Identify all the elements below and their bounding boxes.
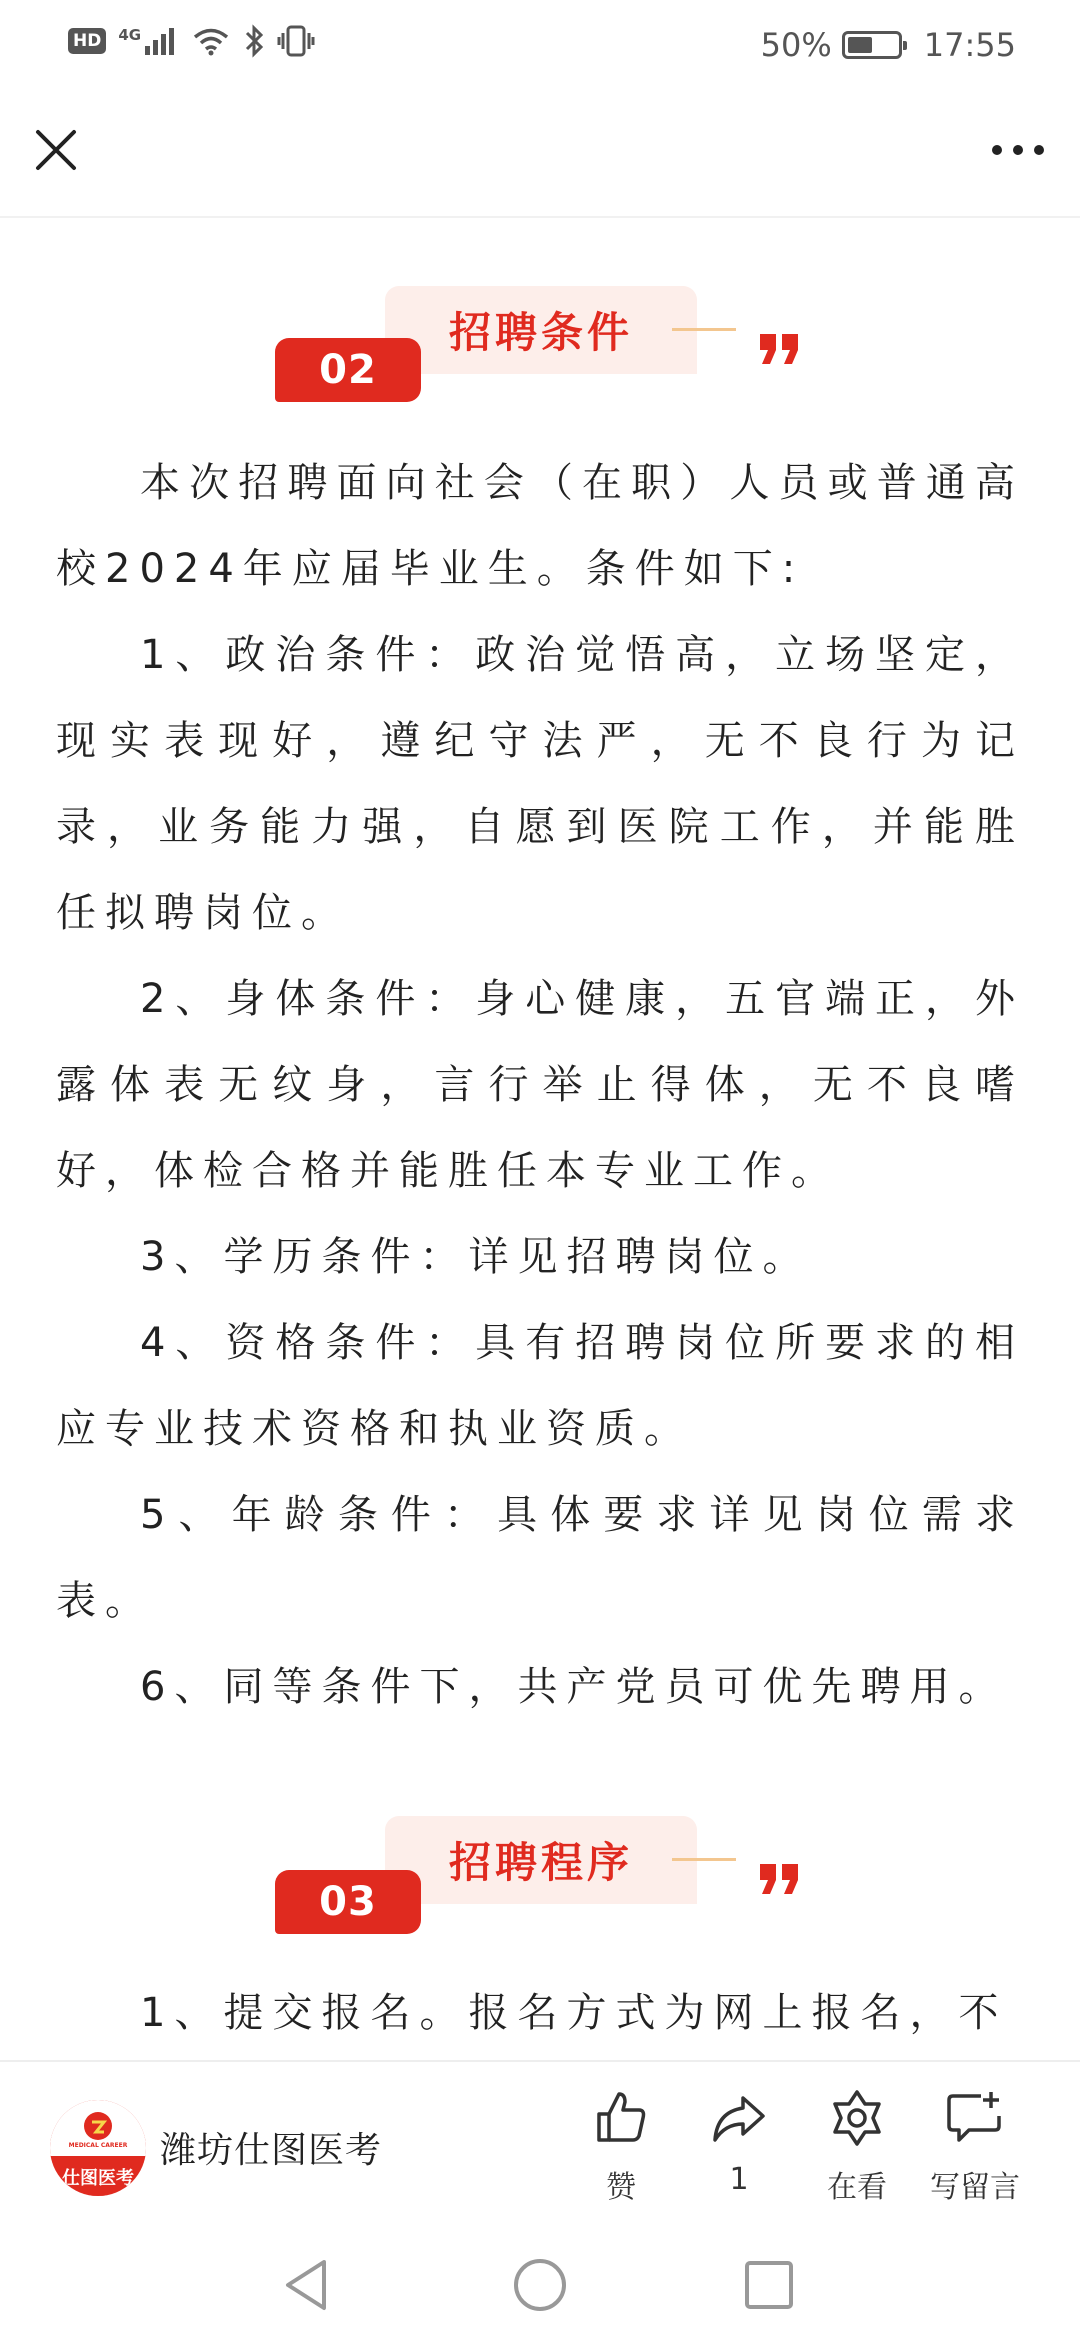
network-label: 4G <box>118 26 142 44</box>
logo-subtext: MEDICAL CAREER <box>68 2142 128 2149</box>
nav-recents-button[interactable] <box>736 2252 802 2318</box>
like-label: 赞 <box>606 2170 636 2205</box>
paragraph: 3、学历条件：详见招聘岗位。 <box>140 1234 812 1280</box>
status-right <box>761 26 1016 64</box>
system-nav-bar <box>0 2230 1080 2340</box>
comment-label: 写留言 <box>930 2170 1020 2205</box>
more-dot-icon <box>1034 145 1044 155</box>
battery-percent: 50% <box>760 26 832 64</box>
account-logo[interactable] <box>50 2100 146 2196</box>
watching-label: 在看 <box>827 2170 887 2205</box>
section-title-box <box>385 286 697 374</box>
section-number: 02 <box>275 338 421 402</box>
vibrate-icon <box>277 24 315 58</box>
close-button[interactable] <box>28 122 84 178</box>
status-bar <box>0 0 1080 92</box>
paragraph: 4、资格条件：具有招聘岗位所要求的相应专业技术资格和执业资质。 <box>56 1320 1024 1452</box>
section-deco-line <box>672 1858 736 1861</box>
status-left <box>68 24 315 58</box>
bluetooth-icon <box>243 24 265 58</box>
share-count: 1 <box>729 2162 749 2197</box>
bottom-action-bar <box>0 2060 1080 2230</box>
section-header-03 <box>0 1770 1080 1970</box>
back-triangle-icon <box>274 2252 340 2318</box>
comment-button[interactable] <box>920 2088 1030 2206</box>
section-title: 招聘程序 <box>448 1838 633 1887</box>
share-button[interactable] <box>684 2088 794 2197</box>
share-arrow-icon <box>709 2088 769 2148</box>
section-title: 招聘条件 <box>448 308 633 357</box>
top-bar <box>0 92 1080 218</box>
section-02-content <box>0 440 1080 1730</box>
section-03-content <box>0 1970 1080 2056</box>
paragraph: 1、提交报名。报名方式为网上报名，不 <box>140 1990 1008 2036</box>
more-options-button[interactable] <box>986 126 1050 174</box>
thumbs-up-icon <box>591 2088 651 2148</box>
comment-plus-icon <box>945 2088 1005 2148</box>
clock: 17:55 <box>923 26 1016 64</box>
nav-home-button[interactable] <box>507 2252 573 2318</box>
section-header-02 <box>0 218 1080 418</box>
battery-fill <box>848 37 872 53</box>
more-dot-icon <box>992 145 1002 155</box>
hd-badge: HD <box>68 28 106 54</box>
section-number: 03 <box>275 1870 421 1934</box>
paragraph: 1、政治条件：政治觉悟高，立场坚定，现实表现好，遵纪守法严，无不良行为记录，业务能力强，自愿到医院工作，并能胜任拟聘岗位。 <box>56 632 1024 936</box>
more-dot-icon <box>1013 145 1023 155</box>
section-deco-line <box>672 328 736 331</box>
paragraph: 6、同等条件下，共产党员可优先聘用。 <box>140 1664 1008 1710</box>
paragraph: 本次招聘面向社会（在职）人员或普通高校2024年应届毕业生。条件如下: <box>56 460 1024 592</box>
logo-text: 仕图医考 <box>62 2168 134 2189</box>
section-title-box <box>385 1816 697 1904</box>
quote-mark-icon <box>758 1862 802 1896</box>
article-body[interactable] <box>0 218 1080 2060</box>
close-icon <box>28 122 84 178</box>
quote-mark-icon <box>758 332 802 366</box>
wifi-icon <box>191 26 231 56</box>
flower-icon <box>827 2088 887 2148</box>
watching-button[interactable] <box>802 2088 912 2206</box>
account-name[interactable]: 潍坊仕图医考 <box>160 2130 383 2171</box>
battery-icon <box>842 31 902 59</box>
paragraph: 5、年龄条件：具体要求详见岗位需求表。 <box>56 1492 1024 1624</box>
recents-square-icon <box>736 2252 802 2318</box>
paragraph: 2、身体条件：身心健康，五官端正，外露体表无纹身，言行举止得体，无不良嗜好，体检合格并能胜任本专业工作。 <box>56 976 1024 1194</box>
nav-back-button[interactable] <box>274 2252 340 2318</box>
signal-icon <box>118 26 179 56</box>
home-circle-icon <box>507 2252 573 2318</box>
like-button[interactable] <box>566 2088 676 2206</box>
